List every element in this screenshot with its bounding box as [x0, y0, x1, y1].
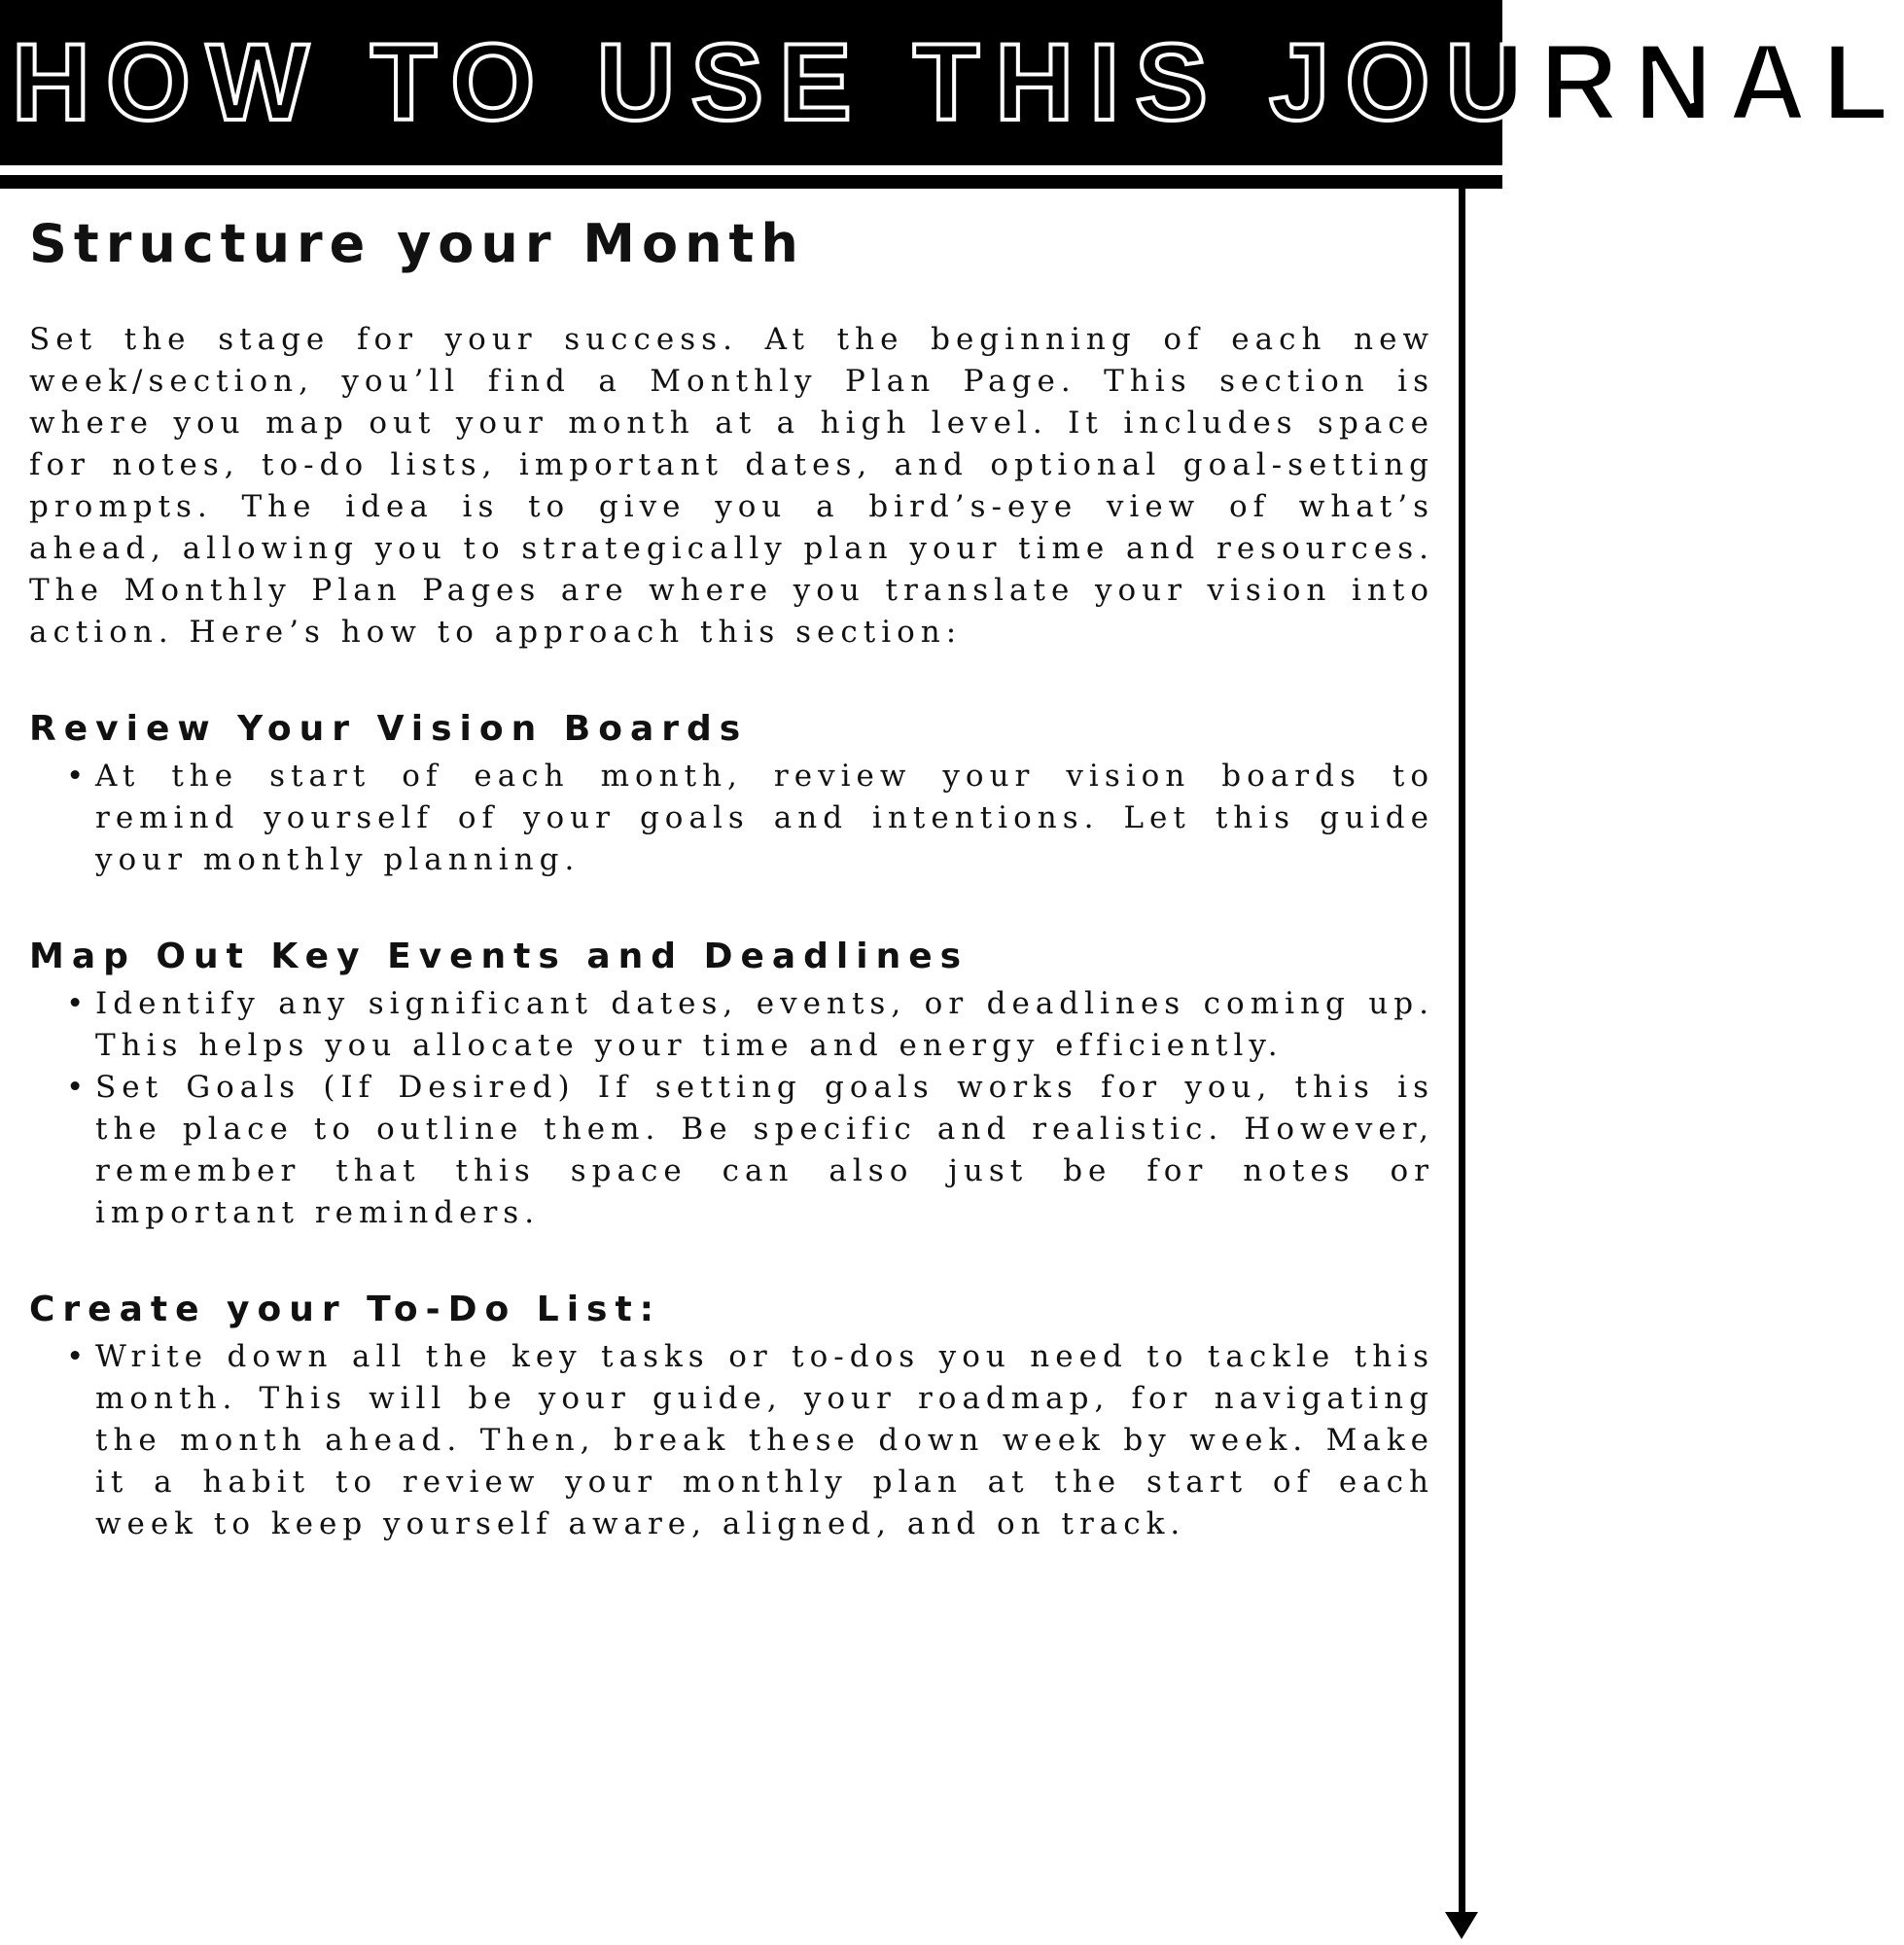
bullet-dot-icon: • [66, 986, 90, 1021]
bullet-list [29, 756, 1434, 881]
journal-title: HOW TO USE THIS JOURNAL [12, 21, 1904, 143]
intro-paragraph: Set the stage for your success. At the beginning of each new week/section, you’ll find a Monthly Plan Page. This section is where you map out your month at a high level. It includes space for notes, to-do lists, important dates, and optional goal-setting prompts. The idea is to give you a bird’s-eye view of what’s ahead, allowing you to strategically plan your time and resources. The Monthly Plan Pages are where you translate your vision into action. Here’s how to approach this section: [29, 322, 1434, 650]
list-item [66, 1336, 1434, 1545]
section-heading: Create your To-Do List: [29, 1290, 662, 1329]
bullet-list [29, 983, 1434, 1234]
section-heading: Map Out Key Events and Deadlines [29, 937, 970, 976]
bullet-dot-icon: • [66, 759, 90, 794]
section-key-events [29, 935, 1434, 1234]
timeline-line [1459, 189, 1465, 1918]
list-item [66, 983, 1434, 1067]
bullet-list [29, 1336, 1434, 1545]
list-item-text: Identify any significant dates, events, or deadlines coming up. This helps you allocate your time and energy efficiently. [95, 986, 1434, 1063]
page-content [29, 206, 1434, 1545]
section-todo-list [29, 1288, 1434, 1545]
list-item-text: At the start of each month, review your vision boards to remind yourself of your goals and intentions. Let this guide your monthly planning. [95, 759, 1434, 877]
down-arrow-icon [1445, 1912, 1478, 1939]
page-heading: Structure your Month [29, 213, 805, 274]
section-heading: Review Your Vision Boards [29, 709, 749, 749]
list-item [66, 756, 1434, 881]
header-divider [0, 175, 1502, 189]
list-item-text: Set Goals (If Desired) If setting goals works for you, this is the place to outline them. Be specific and realistic. However, remember that this space can also just be for notes or important reminders. [95, 1070, 1434, 1230]
list-item [66, 1067, 1434, 1234]
bullet-dot-icon: • [66, 1339, 90, 1374]
list-item-text: Write down all the key tasks or to-dos you need to tackle this month. This will be your guide, your roadmap, for navigating the month ahead. Then, break these down week by week. Make it a habit to review your monthly plan at the start of each week to keep yourself aware, aligned, and on track. [95, 1339, 1434, 1541]
bullet-dot-icon: • [66, 1070, 90, 1105]
section-review-vision-boards [29, 707, 1434, 881]
